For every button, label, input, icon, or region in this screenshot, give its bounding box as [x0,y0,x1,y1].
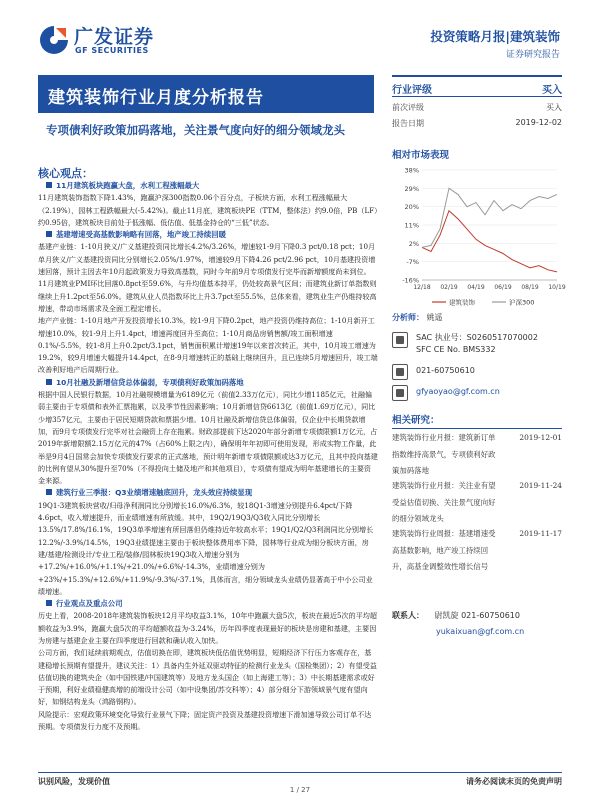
contact-name: 尉凯旋 [434,611,459,620]
title-bar [38,77,374,113]
square-bullet-icon [46,182,52,188]
x-tick-label: 02/19 [440,284,458,291]
section-5 [38,598,378,733]
section-3 [38,377,378,488]
section-1 [38,180,378,229]
phone-icon [392,364,408,380]
section-paragraph: 历史上看，2008-2018年建筑装饰板块12月平均收益3.1%，10年中跑赢大盘5次，板块在最近5次的平均超额收益为3.9%，跑赢大盘5次的平均超额收益为-3.24%，历年四季度表现最好的板块是房建和基建，主要因为房建与基建企业主要在四季度进行回款和确认收入加快。 [38,611,377,645]
analyst-email[interactable]: gfyaoyao@gf.com.cn [416,387,500,396]
report-date-value: 2019-12-02 [515,118,562,127]
section-heading: 基建增速受高基数影响略有回落，地产竣工持续回暖 [38,229,378,241]
square-bullet-icon [46,379,52,385]
related-item[interactable] [392,478,562,528]
x-tick-label: 08/19 [521,284,539,291]
gf-logo-icon [38,24,70,56]
section-paragraph: 风险提示：宏观政策环境变化导致行业景气下降；固定资产投资及基建投资增速下滑加速导致公司订单不达预期。专项债发行力度不及预期。 [38,709,372,732]
analyst-sac: SAC 执业号：S0260517070002 [416,333,538,342]
prev-rating-label: 前次评级 [392,103,424,112]
x-tick-label: 06/19 [494,284,512,291]
y-tick-label: 11% [404,221,419,230]
id-card-icon [392,332,408,348]
section-paragraph: 11月建筑装饰指数下降1.43%，跑赢沪深300指数0.06个百分点，子板块方面，水利工程涨幅最大（2.19%），园林工程跌幅最大(-5.42%)。截止11月底，建筑板块PE（TTM，整体法）约9.0倍，PB（LF）约0.95倍，建筑板块目前处于低涨幅、低估值、低基金持仓的“三低”状态。 [38,193,378,227]
title-banner [38,75,374,155]
contact-block [392,610,562,636]
related-research-title: 相关研究： [392,412,562,429]
report-subtitle: 专项债利好政策加码落地，关注景气度向好的细分领域龙头 [46,123,345,137]
contact-phone: 021-60750610 [461,611,520,620]
contact-label: 联系人： [392,611,424,620]
x-tick-label: 12/18 [413,284,431,291]
related-item-date: 2019-11-17 [519,529,562,538]
rating-label: 行业评级 [392,85,432,96]
report-sub: 证券研究报告 [505,50,560,60]
related-item-date: 2019-11-24 [519,481,562,490]
y-tick-label: 38% [404,166,419,175]
page-number: 1 / 27 [289,786,311,794]
prev-rating-row [392,99,562,115]
related-item[interactable] [392,430,562,480]
analyst-contacts [392,332,562,422]
contact-row [392,610,562,621]
analyst-label: 分析师： [392,313,424,322]
logo-text-en: GF SECURITIES [75,46,149,55]
related-item[interactable] [392,526,562,592]
section-heading: 建筑行业三季报：Q3业绩增速触底回升，龙头效应持续显现 [38,487,378,499]
square-bullet-icon [46,600,52,606]
related-item-text[interactable]: 建筑装饰行业月报：关注业有望受益估值切换、关注景气度向好的细分领域龙头 [392,481,496,523]
section-4 [38,487,378,598]
relative-performance-title: 相对市场表现 [392,150,450,161]
section-paragraph: 基建产业链：1-10月狭义/广义基建投资同比增长4.2%/3.26%，增速较1-9月下降0.3 pct/0.18 pct；10月单月狭义/广义基建投资同比分别增长2.05%/1.97%，增速较9月下降4.26 pct/2.96 pct，10月基建投资增速回落，预计主因去年10月起政策发力导致高基数，同时今年前9月专项债发行完毕而新增额度尚未到位。11月建筑业PMI环比回落0.8pct至59.6%，与升均值基本持平，仍处较高景气区间；而建筑业新订单指数则继续上升1.2pct至56.0%。建筑从业人员指数环比上升3.7pct至55.5%，总体来看，建筑业生产仍维持较高增速，带动市场需求及全面工程定增长。 [38,242,377,313]
section-paragraph: 公司方面，我们延续前期观点，估值切换在即，建筑板块低估值优势明显，短期经济下行压力客观存在，基建稳增长预期有望提升，建议关注：1）具备内生外延双驱动特征的检测行业龙头（国检集团）；2）有望受益估值切换的建筑央企（如中国铁建/中国建筑等）及地方龙头国企（如上海建工等）；3）中长期基建需求或好于预期，利好业绩稳健高增的前端设计公司（如中设集团/苏交科等）；4）部分细分下游领域景气度有望向好，如钢结构龙头（鸿路钢构）。 [38,648,377,707]
analyst-sfc: SFC CE No. BMS332 [416,345,496,354]
core-view-title: 核心观点： [38,167,93,180]
square-bullet-icon [46,489,52,495]
x-tick-label: 04/19 [467,284,485,291]
contact-email[interactable]: yukaixuan@gf.com.cn [436,627,525,636]
related-item-text[interactable]: 建筑装饰行业月报：建筑新订单指数维持高景气，专项债利好政策加码落地 [392,433,496,475]
square-bullet-icon [46,231,52,237]
rating-header [392,75,562,97]
section-paragraph: 19Q1-3建筑板块营收/归母净利润同比分别增长16.0%/6.3%，较18Q1-3增速分别提升6.4pct/下降4.6pct，收入增速提升，而业绩增速有所放缓。其中，19Q2/19Q3/Q3收入同比分别增长13.5%/17.8%/16.1%，19Q3单季增速有所回落但仍维持近年较高水平；19Q1/Q2/Q3利润同比分别增长12.2%/-3.9%/14.5%，19Q3业绩提速主要由于板块整体费用率下降，园林等行业成为细分板块方面，房建/基建/检测设计/专业工程/装修/园林板块19Q3收入增速分别为+17.2%/+16.0%/+1.1%/+21.0%/+6.6%/-14.3%，业绩增速分别为+23%/+15.3%/+12.6%/+11.9%/-9.3%/-37.1%，具体而言，细分领域龙头业绩仍显著高于中小公司业绩增速。 [38,500,374,596]
x-tick-label: 10/19 [548,284,566,291]
report-date-row [392,115,562,131]
related-item-date: 2019-12-01 [519,433,562,442]
prev-rating-value: 买入 [546,103,562,112]
section-2 [38,229,378,377]
analyst-phone: 021-60750610 [416,366,475,375]
series-line-2 [422,188,557,247]
section-heading: 行业观点及重点公司 [38,598,378,610]
report-date-label: 报告日期 [392,119,424,128]
footer-disclaimer: 请务必阅读末页的免责声明 [466,777,562,786]
legend-label: 沪深300 [509,298,535,307]
y-tick-label: -16% [402,276,419,285]
related-item-text[interactable]: 建筑装饰行业周报：基建增速受高基数影响，地产竣工持续回升，高基金调整效性增长信号 [392,529,496,571]
rating-value: 买入 [542,85,562,96]
body-column [38,180,378,750]
footer-divider [38,772,562,773]
section-heading: 11月建筑板块跑赢大盘，水利工程涨幅最大 [38,180,378,192]
legend-label: 建筑装饰 [449,298,475,307]
footer-slogan: 识别风险，发现价值 [38,777,110,786]
section-paragraph: 根据中国人民银行数据，10月社融规模增量为6189亿元（前值2.33万亿元），同比少增1185亿元，社融偏弱主要由于专项债和表外汇票拖累，以及季节性因素影响；10月新增信贷6613亿（前值1.69万亿元），同比少增357亿元，主要由于居民短期贷款和票据少增。10月社融及新增信贷总体偏弱，仅企业中长期贷款增加，而9月专项债发行完毕对社会融资上存在拖累。财政部提前下达2020年部分新增专项债限额1万亿元，占2019年新增限额2.15万亿元的47%（占60%上限之内），确保明年年初即可使用发现，形成实物工作量，此举是9月4日国常会加快专项债发行要求的正式落地，预计明年新增专项债限额或达3万亿元，且其中投向基建的比例有望从30%提升至70%（不得投向土储及地产和其他项目），专项债有望成为明年基建增长的主要资金来源。 [38,390,378,486]
y-tick-label: 2% [408,239,419,248]
company-logo [38,22,158,62]
logo-text-cn: 广发证券 [74,26,155,48]
report-title: 建筑装饰行业月度分析报告 [48,88,264,108]
y-tick-label: 29% [404,184,419,193]
analyst-row [392,312,562,326]
section-heading: 10月社融及新增信贷总体偏弱，专项债利好政策加码落地 [38,377,378,389]
y-tick-label: 20% [404,203,419,212]
y-tick-label: -7% [406,258,419,267]
analyst-name: 姚遥 [426,313,443,322]
email-icon [392,385,408,401]
report-type: 投资策略月报|建筑装饰 [430,29,560,44]
relative-performance-chart [392,162,566,312]
section-paragraph: 地产产业链：1-10月地产开发投资增长10.3%，较1-9月下降0.2pct，地产投资仍维持高位；1-10月新开工增速10.0%，较1-9月上升1.4pct，增速再度回升至高位；1-10月商品房销售额/竣工面积增速0.1%/-5.5%，较1-8月上升0.2pct/3.1pct，销售面积累计增速19年以来首次转正，其中，10月竣工增速为19.2%，较9月增速大幅提升14.4pct，在8-9月增速转正的基础上继续回升，且已连续5月增速回升，竣工端改善利好地产后周期行业。 [38,316,378,375]
